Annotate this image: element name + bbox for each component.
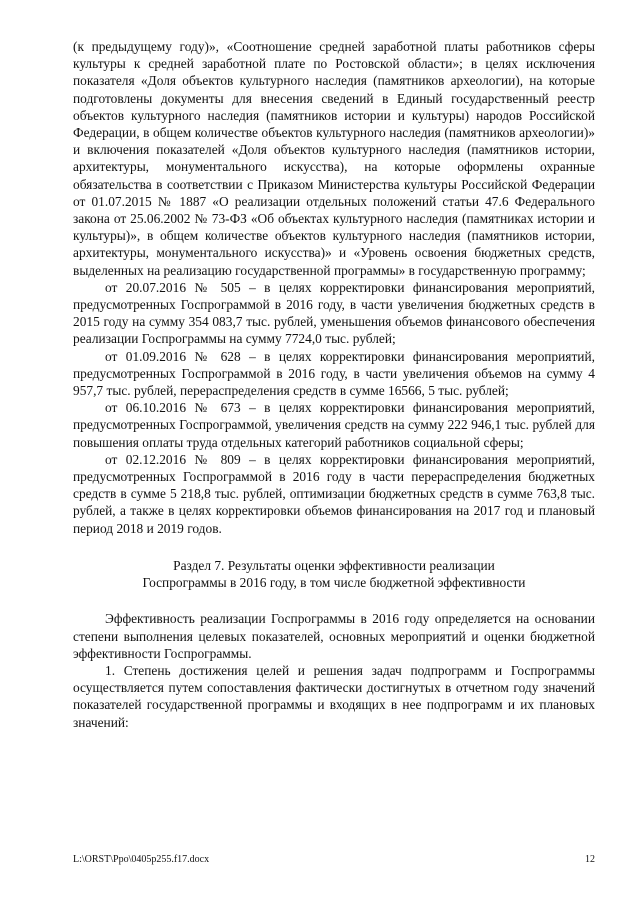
footer-file-path: L:\ORST\Ppo\0405p255.f17.docx [73, 854, 210, 865]
paragraph-continuation: (к предыдущему году)», «Соотношение средней заработной платы работников сферы культуры к средней заработной плате по Ростовской области»; в целях исключения показателя «Доля объектов культурного наследия (памятников археологии), на которые подготовлены документы для внесения сведений в Единый государственный реестр объектов культурного наследия (памятников истории и культуры) народов Российской Федерации, в общем количестве объектов культурного наследия (памятников археологии)» и включения показателей «Доля объектов культурного наследия (памятников истории, архитектуры, монументального искусства), на которые оформлены охранные обязательства в соответствии с Приказом Министерства культуры Российской Федерации от 01.07.2015 № 1887 «О реализации отдельных положений статьи 47.6 Федерального закона от 25.06.2002 № 73-ФЗ «Об объектах культурного наследия (памятниках истории и культуры)», в общем количестве объектов культурного наследия (памятников истории, архитектуры, монументального искусства)» и «Уровень освоения бюджетных средств, выделенных на реализацию государственной программы» в государственную программу; [73, 39, 595, 278]
section-heading-line-2: Госпрограммы в 2016 году, в том числе бюджетной эффективности [142, 575, 526, 591]
section-heading-line-1: Раздел 7. Результаты оценки эффективности реализации [173, 557, 495, 573]
paragraph-goal-achievement: 1. Степень достижения целей и решения задач подпрограмм и Госпрограммы осуществляется путем сопоставления фактически достигнутых в отчетном году значений показателей государственной программы и входящих в нее подпрограмм и их плановых значений: [73, 662, 595, 730]
paragraph-efficiency-intro: Эффективность реализации Госпрограммы в 2016 году определяется на основании степени выполнения целевых показателей, основных мероприятий и оценки бюджетной эффективности Госпрограммы. [73, 611, 595, 661]
paragraph-resolution-628: от 01.09.2016 № 628 – в целях корректировки финансирования мероприятий, предусмотренных Госпрограммой в 2016 году, в части увеличения объемов на сумму 4 957,7 тыс. рублей, перераспределения средств в сумме 16566, 5 тыс. рублей; [73, 348, 595, 399]
paragraph-resolution-809: от 02.12.2016 № 809 – в целях корректировки финансирования мероприятий, предусмотренных Госпрограммой в 2016 году в части перераспределения бюджетных средств в сумме 5 218,8 тыс. рублей, оптимизации бюджетных средств в сумме 763,8 тыс. рублей, а также в целях корректировки объемов финансирования на 2017 год и плановый период 2018 и 2019 годов. [73, 451, 595, 536]
document-body [73, 38, 595, 731]
footer-page-number: 12 [585, 854, 595, 865]
paragraph-resolution-505: от 20.07.2016 № 505 – в целях корректировки финансирования мероприятий, предусмотренных Госпрограммой в 2016 году, в части увеличения бюджетных средств в 2015 году на сумму 354 083,7 тыс. рублей, уменьшения объемов финансового обеспечения реализации Госпрограммы на сумму 7724,0 тыс. рублей; [73, 279, 595, 347]
section-heading [73, 557, 595, 591]
paragraph-resolution-673: от 06.10.2016 № 673 – в целях корректировки финансирования мероприятий, предусмотренных Госпрограммой, увеличения средств на сумму 222 946,1 тыс. рублей для повышения оплаты труда отдельных категорий работников социальной сферы; [73, 400, 595, 450]
